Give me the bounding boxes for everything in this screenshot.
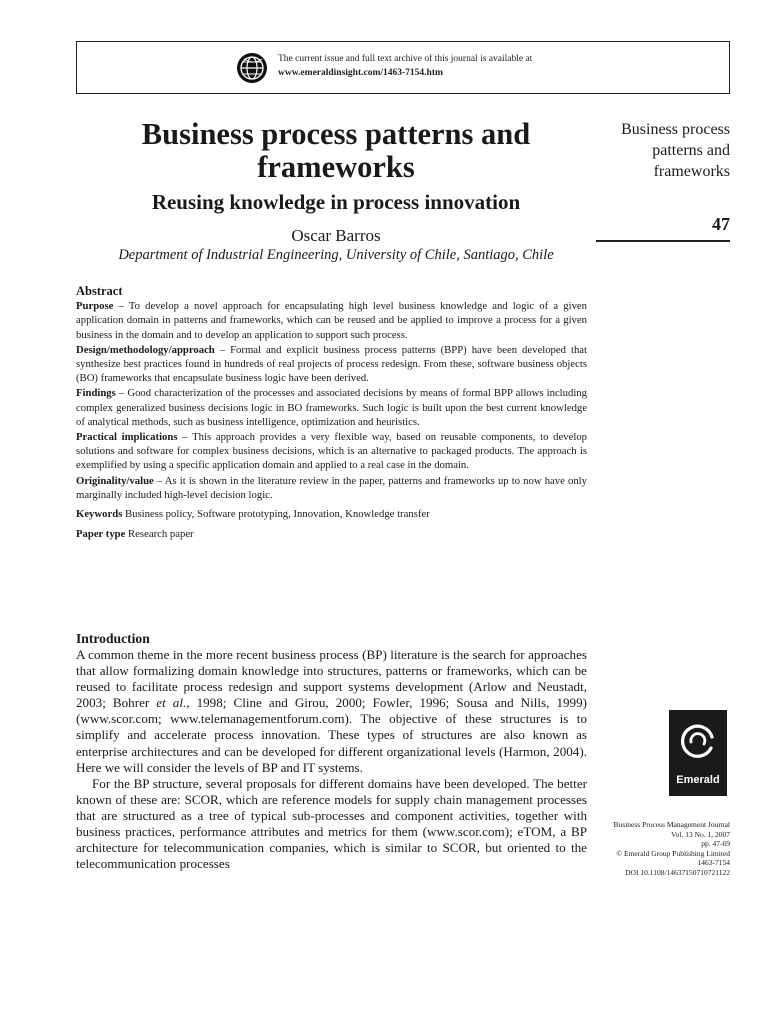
originality-label: Originality/value (76, 474, 154, 487)
journal-issn: 1463-7154 (697, 858, 730, 868)
introduction-heading: Introduction (76, 631, 150, 646)
globe-icon (236, 52, 268, 84)
introduction-paragraph-1 (76, 647, 587, 776)
emerald-wordmark: Emerald (676, 774, 720, 786)
journal-copyright: © Emerald Group Publishing Limited (616, 848, 730, 858)
intro-p1-part-b: , 1998; Cline and Girou, 2000; Fowler, 1996; Sousa and Nills, 1999) (www.scor.com; www.telemanagementforum.com). The objective of these structures is to simplify and accelerate process innovation. These types of structures are also known as enterprise architectures and can be developed for different organizational levels (Harmon, 2004). Here we will consider the levels of BP and IT systems. (76, 695, 588, 775)
journal-volume: Vol. 13 No. 1, 2007 (671, 829, 730, 839)
journal-availability-box (76, 41, 730, 94)
emerald-logo (669, 710, 727, 796)
findings-text: – Good characterization of the processes and associated decisions by means of formal BPP allows including complex generalized business decisions logic in BO frameworks. Such logic is built upon the best current knowledge of analytical methods, such as business intelligence, optimization and heuristics. (76, 387, 587, 428)
article-title: Business process patterns and frameworks (141, 117, 531, 184)
journal-pages: pp. 47-69 (701, 839, 730, 849)
abstract-purpose (76, 299, 587, 342)
author-name: Oscar Barros (291, 226, 381, 245)
page-number: 47 (712, 214, 730, 234)
abstract-practical (76, 430, 587, 473)
availability-text: The current issue and full text archive of this journal is available at (278, 54, 533, 64)
abstract-originality (76, 474, 587, 502)
design-text: – Formal and explicit business process patterns (BPP) have been developed that synthesize best practices found in hundreds of real projects of process redesign. From these, software business objects (BO) frameworks that encapsulate business logic have been derived. (76, 343, 587, 385)
abstract-design (76, 343, 587, 386)
journal-metadata (590, 820, 730, 878)
emerald-e-icon (678, 722, 718, 762)
keywords-text: Business policy, Software prototyping, Innovation, Knowledge transfer (122, 508, 430, 521)
findings-label: Findings (76, 387, 116, 400)
introduction-section (76, 631, 587, 872)
paper-type-text: Research paper (125, 528, 194, 541)
paper-type-label: Paper type (76, 528, 126, 541)
introduction-paragraph-2: For the BP structure, several proposals for different domains have been developed. The better known of these are: SCOR, which are reference models for supply chain management processes that are structured as a tree of typical sub-processes and component activities, together with business practices, performance attributes and metrics for them (www.scor.com); eTOM, a BP architecture for telecommunication companies, which is similar to SCOR, but oriented to the telecommunication processes (76, 775, 587, 872)
running-head-rule (596, 240, 730, 242)
abstract-findings (76, 386, 587, 429)
intro-p1-part-a: A common theme in the more recent business process (BP) literature is the search for approaches that allow formalizing domain knowledge into structures, patterns or frameworks, which can be reused to facilitate process redesign and support systems development (Arlow and Neustadt, 2003; Bohrer (76, 647, 587, 711)
abstract-heading: Abstract (76, 284, 123, 298)
intro-p1-etal: et al. (156, 695, 187, 711)
abstract-section (76, 284, 587, 541)
abstract-keywords (76, 507, 587, 521)
design-label: Design/methodology/approach (76, 343, 215, 356)
abstract-paper-type (76, 527, 587, 541)
practical-text: – This approach provides a very flexible way, based on reusable components, to develop solutions and software for complex business decisions, which is an alternative to packaged products. The approach is exemplified by using a specific application domain and applied to a real case in the domain. (76, 431, 588, 472)
journal-url-link[interactable]: www.emeraldinsight.com/1463-7154.htm (278, 68, 443, 78)
author-affiliation: Department of Industrial Engineering, University of Chile, Santiago, Chile (118, 247, 554, 263)
journal-name: Business Process Management Journal (613, 820, 730, 829)
keywords-label: Keywords (76, 508, 123, 521)
journal-doi: DOI 10.1108/14637150710721122 (625, 867, 730, 877)
originality-text: – As it is shown in the literature review in the paper, patterns and frameworks up to now have only marginally included high-level decision logic. (76, 474, 587, 501)
article-subtitle: Reusing knowledge in process innovation (151, 190, 521, 214)
purpose-label: Purpose (76, 300, 114, 313)
purpose-text: – To develop a novel approach for encapsulating high level business knowledge and logic of a given application domain in patterns and frameworks, which can be reused and be applied to improve a process for a given business in the domain and to develop an application to support such process. (76, 300, 587, 341)
practical-label: Practical implications (76, 431, 178, 444)
running-head-title: Business process patterns and frameworks (621, 121, 730, 180)
